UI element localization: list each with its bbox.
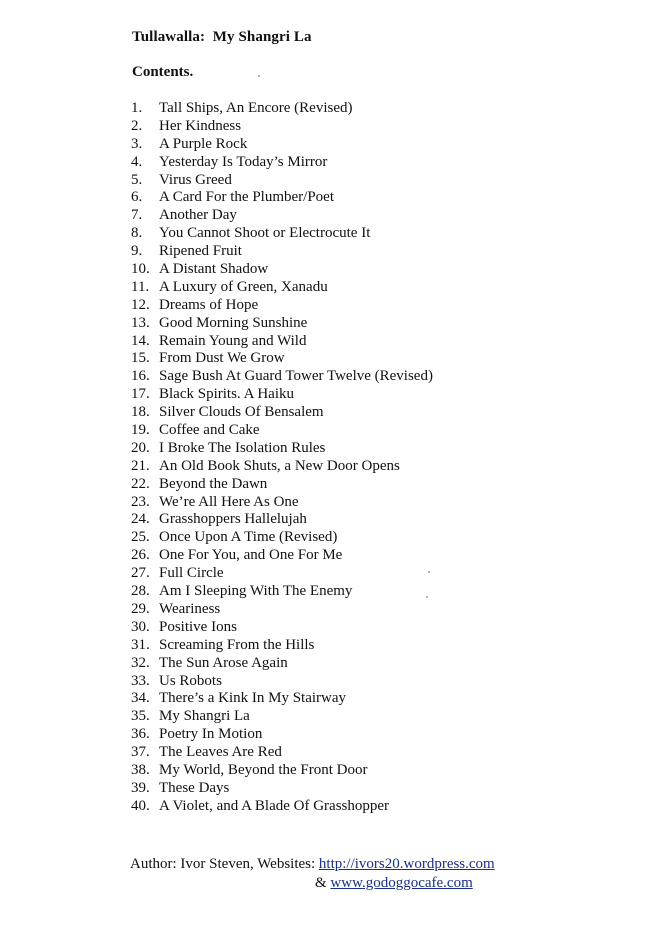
toc-item-number: 9. [131,243,143,260]
toc-item-title: From Dust We Grow [159,350,285,367]
toc-item [131,762,433,780]
toc-item-number: 5. [131,171,143,188]
toc-item-title: Dreams of Hope [159,296,259,313]
toc-item-number: 21. [131,457,150,474]
toc-item-number: 39. [131,779,150,796]
toc-item-number: 35. [131,708,150,725]
table-of-contents [131,100,433,816]
toc-item-number: 22. [131,475,150,492]
toc-item-title: Beyond the Dawn [159,475,268,492]
toc-item-number: 33. [131,672,150,689]
toc-item-title: Another Day [159,207,237,224]
toc-item-number: 12. [131,296,150,313]
toc-item-number: 11. [131,278,150,295]
toc-item-number: 19. [131,422,150,439]
toc-item-title: Sage Bush At Guard Tower Twelve (Revised) [159,368,433,385]
toc-item [131,207,433,225]
toc-item-number: 3. [131,135,143,152]
toc-item [131,422,433,440]
toc-item [131,655,433,673]
scan-speck [258,75,260,77]
toc-item-title: These Days [159,779,230,796]
toc-item-number: 2. [131,117,143,134]
toc-item-number: 7. [131,207,143,224]
toc-item-number: 4. [131,153,143,170]
toc-item [131,100,433,118]
toc-item-title: A Card For the Plumber/Poet [159,189,334,206]
toc-item [131,583,433,601]
toc-item-number: 13. [131,314,150,331]
toc-item-title: Poetry In Motion [159,726,263,743]
toc-item [131,494,433,512]
toc-item-number: 40. [131,797,150,814]
toc-item-title: Us Robots [159,672,222,689]
toc-item [131,243,433,261]
toc-item [131,637,433,655]
toc-item-number: 25. [131,529,150,546]
toc-item [131,154,433,172]
toc-item-number: 29. [131,600,150,617]
toc-item-number: 37. [131,744,150,761]
toc-item [131,368,433,386]
toc-item [131,565,433,583]
toc-item-title: There’s a Kink In My Stairway [159,690,347,707]
toc-item-title: Once Upon A Time (Revised) [159,529,338,546]
toc-item-number: 34. [131,690,150,707]
toc-item-title: My Shangri La [159,708,250,725]
toc-item [131,780,433,798]
toc-item-title: Weariness [159,600,221,617]
toc-item-title: Screaming From the Hills [159,636,315,653]
toc-item [131,601,433,619]
scan-speck [426,596,428,598]
toc-item [131,404,433,422]
toc-item-number: 24. [131,511,150,528]
website-link-2[interactable]: www.godoggocafe.com [330,875,473,891]
toc-item-title: Am I Sleeping With The Enemy [159,583,353,600]
toc-item-title: The Leaves Are Red [159,744,282,761]
toc-item-title: We’re All Here As One [159,493,299,510]
toc-item-title: A Distant Shadow [159,261,269,278]
toc-item-title: I Broke The Isolation Rules [159,439,326,456]
toc-item-number: 1. [131,100,143,116]
footer [130,855,495,893]
toc-item [131,476,433,494]
toc-item [131,547,433,565]
contents-heading: Contents. [132,64,194,80]
author-text: Author: Ivor Steven, Websites: [130,856,319,872]
toc-item-number: 26. [131,547,150,564]
scan-speck [428,571,430,573]
toc-item-title: Silver Clouds Of Bensalem [159,404,324,421]
ampersand-text: & [315,875,331,891]
toc-item-title: Yesterday Is Today’s Mirror [159,153,328,170]
document-title: Tullawalla: My Shangri La [132,29,312,45]
toc-item-title: Positive Ions [159,618,237,635]
toc-item-title: Virus Greed [159,171,232,188]
toc-item [131,136,433,154]
toc-item-number: 27. [131,565,150,582]
toc-item [131,440,433,458]
toc-item-title: One For You, and One For Me [159,547,343,564]
toc-item [131,261,433,279]
toc-item [131,619,433,637]
toc-item-number: 14. [131,332,150,349]
footer-line-1 [130,855,495,874]
toc-item-number: 6. [131,189,143,206]
toc-item-number: 23. [131,493,150,510]
toc-item [131,189,433,207]
toc-item [131,708,433,726]
toc-item-number: 30. [131,618,150,635]
toc-item-title: A Luxury of Green, Xanadu [159,278,328,295]
toc-item-title: Her Kindness [159,117,242,134]
toc-item-number: 31. [131,636,150,653]
toc-item-title: Grasshoppers Hallelujah [159,511,307,528]
toc-item-title: The Sun Arose Again [159,654,288,671]
toc-item-number: 10. [131,261,150,278]
toc-item-number: 20. [131,439,150,456]
toc-item-title: Ripened Fruit [159,243,242,260]
toc-item-number: 28. [131,583,150,600]
toc-item [131,511,433,529]
toc-item-title: A Purple Rock [159,135,248,152]
toc-item-title: Good Morning Sunshine [159,314,308,331]
footer-line-2 [130,874,495,893]
toc-item [131,118,433,136]
toc-item-title: Black Spirits. A Haiku [159,386,294,403]
toc-item [131,690,433,708]
toc-item [131,297,433,315]
toc-item-title: A Violet, and A Blade Of Grasshopper [159,797,390,814]
toc-item [131,744,433,762]
toc-item-title: Coffee and Cake [159,422,260,439]
toc-item-title: My World, Beyond the Front Door [159,761,368,778]
toc-item [131,279,433,297]
toc-item-title: Tall Ships, An Encore (Revised) [159,100,353,116]
toc-item [131,333,433,351]
toc-item [131,529,433,547]
toc-item-number: 38. [131,761,150,778]
toc-item-title: Full Circle [159,565,224,582]
toc-item [131,225,433,243]
toc-item [131,726,433,744]
toc-item [131,673,433,691]
toc-item [131,458,433,476]
toc-item-title: You Cannot Shoot or Electrocute It [159,225,371,242]
toc-item [131,315,433,333]
toc-item-number: 16. [131,368,150,385]
toc-item-number: 15. [131,350,150,367]
toc-item-title: An Old Book Shuts, a New Door Opens [159,457,400,474]
toc-item [131,386,433,404]
toc-item-number: 32. [131,654,150,671]
toc-item [131,798,433,816]
toc-item [131,350,433,368]
toc-item-title: Remain Young and Wild [159,332,307,349]
toc-item-number: 17. [131,386,150,403]
website-link-1[interactable]: http://ivors20.wordpress.com [318,856,495,872]
toc-item [131,172,433,190]
toc-item-number: 18. [131,404,150,421]
toc-item-number: 36. [131,726,150,743]
toc-item-number: 8. [131,225,143,242]
